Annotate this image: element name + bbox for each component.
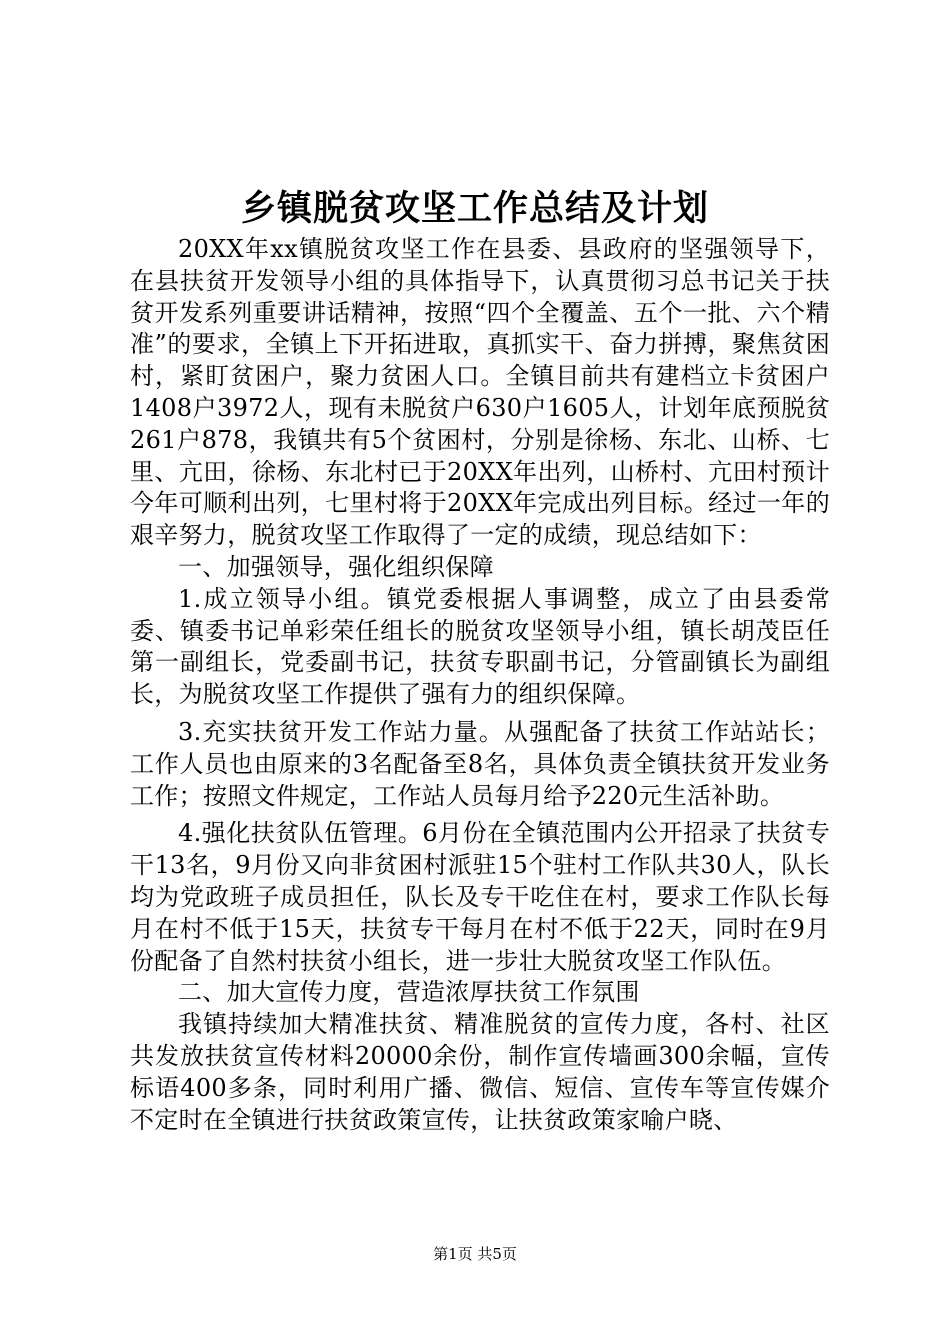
document-body [130, 234, 830, 1136]
paragraph-item-1: 1.成立领导小组。镇党委根据人事调整，成立了由县委常委、镇委书记单彩荣任组长的脱贫攻坚领导小组，镇长胡茂臣任第一副组长，党委副书记，扶贫专职副书记，分管副镇长为副组长，为脱贫攻坚工作提供了强有力的组织保障。 [130, 584, 830, 709]
paragraph-item-3: 3.充实扶贫开发工作站力量。从强配备了扶贫工作站站长；工作人员也由原来的3名配备至8名，具体负责全镇扶贫开发业务工作；按照文件规定，工作站人员每月给予220元生活补助。 [130, 717, 830, 810]
section-heading-1: 一、加强领导，强化组织保障 [178, 552, 494, 581]
paragraph-item-4: 4.强化扶贫队伍管理。6月份在全镇范围内公开招录了扶贫专干13名，9月份又向非贫困村派驻15个驻村工作队共30人，队长均为党政班子成员担任，队长及专干吃住在村，要求工作队长每月在村不低于15天，扶贫专干每月在村不低于22天，同时在9月份配备了自然村扶贫小组长，进一步壮大脱贫攻坚工作队伍。 [130, 819, 830, 975]
document-title: 乡镇脱贫攻坚工作总结及计划 [240, 189, 709, 229]
paragraph-publicity: 我镇持续加大精准扶贫、精准脱贫的宣传力度，各村、社区共发放扶贫宣传材料20000余份，制作宣传墙画300余幅，宣传标语400多条，同时利用广播、微信、短信、宣传车等宣传媒介不定时在全镇进行扶贫政策宣传，让扶贫政策家喻户晓、 [130, 1010, 830, 1134]
section-heading-2: 二、加大宣传力度，营造浓厚扶贫工作氛围 [178, 978, 640, 1007]
paragraph-intro: 20XX年xx镇脱贫攻坚工作在县委、县政府的坚强领导下，在县扶贫开发领导小组的具体指导下，认真贯彻习总书记关于扶贫开发系列重要讲话精神，按照“四个全覆盖、五个一批、六个精准”的要求，全镇上下开拓进取，真抓实干、奋力拼搏，聚焦贫困村，紧盯贫困户，聚力贫困人口。全镇目前共有建档立卡贫困户1408户3972人，现有未脱贫户630户1605人，计划年底预脱贫261户878，我镇共有5个贫困村，分别是徐杨、东北、山桥、七里、亢田，徐杨、东北村已于20XX年出列，山桥村、亢田村预计今年可顺利出列，七里村将于20XX年完成出列目标。经过一年的艰辛努力，脱贫攻坚工作取得了一定的成绩，现总结如下： [130, 235, 830, 550]
page-number-footer: 第1页 共5页 [433, 1245, 517, 1263]
